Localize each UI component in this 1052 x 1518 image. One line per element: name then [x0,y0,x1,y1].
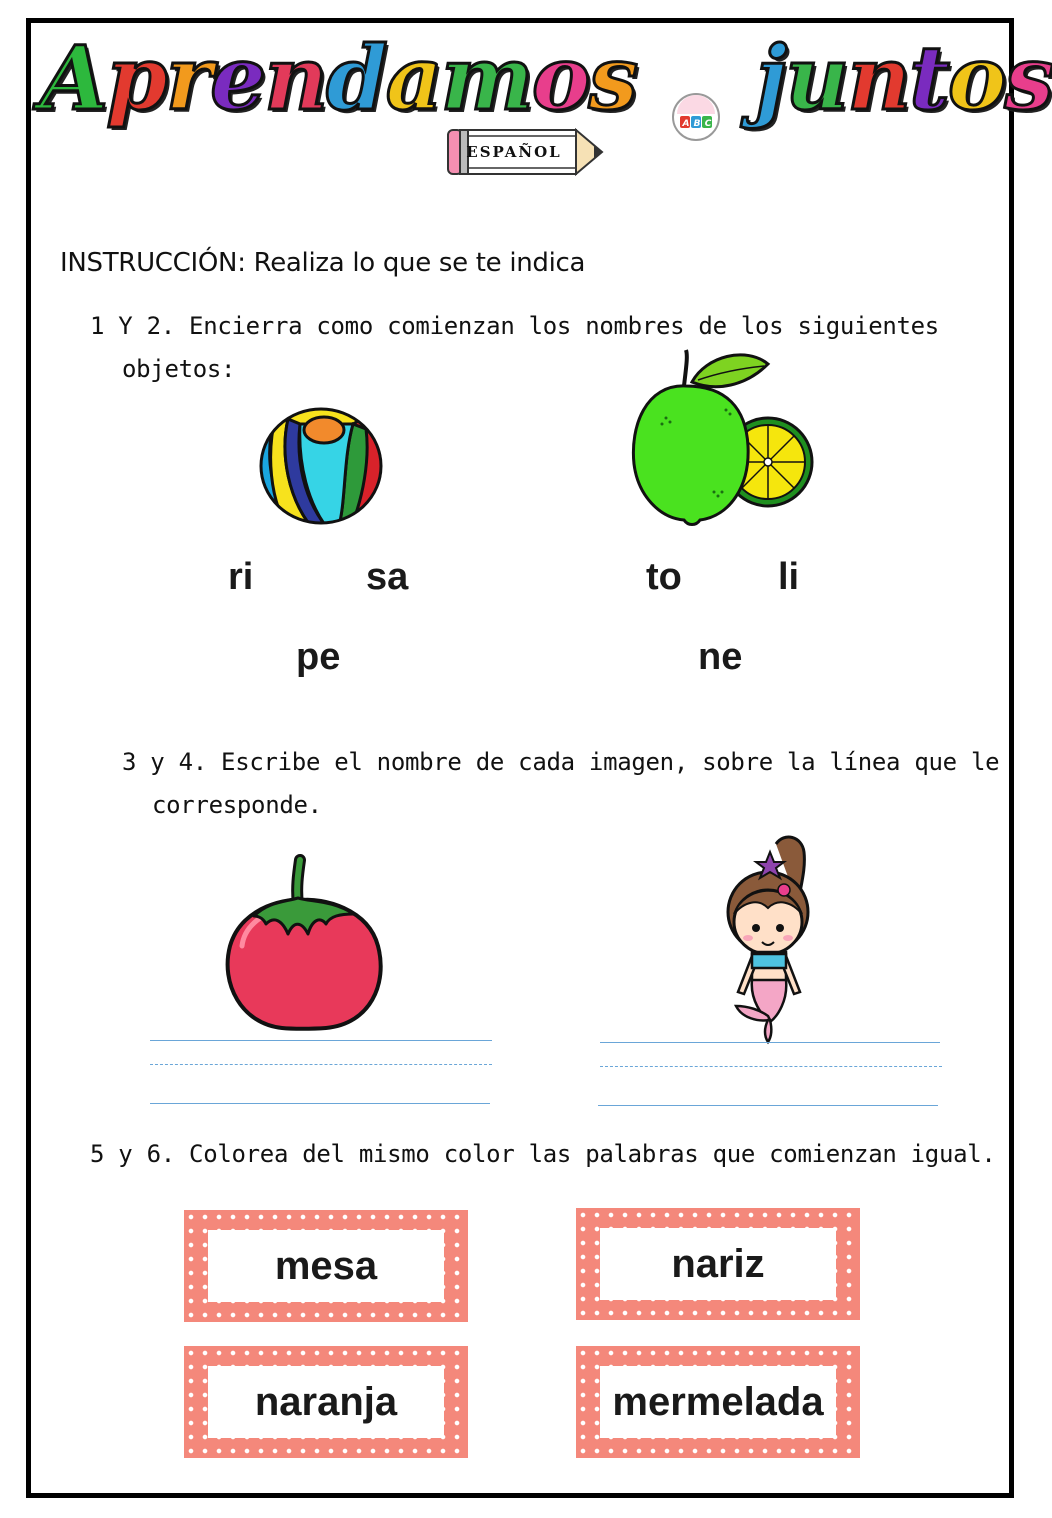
syllable-li[interactable]: li [778,556,800,598]
title-letter: r [165,26,211,130]
tomato-icon [222,854,388,1036]
title-word-2 [755,28,1052,128]
word-card-naranja[interactable] [184,1346,468,1458]
title-letter: A [40,26,107,130]
word-card-label: mesa [208,1230,444,1302]
title-letter: o [947,26,1005,130]
title-letter: o [531,26,589,130]
title-letter: s [588,26,637,130]
svg-text:C: C [704,119,710,129]
writing-line-2-mid [600,1066,942,1067]
page-title [40,26,1052,130]
question-3-text: 5 y 6. Colorea del mismo color las palabras que comienzan igual. [90,1140,996,1168]
lemon-icon [626,346,822,528]
title-letter: m [440,26,532,130]
syllable-sa[interactable]: sa [366,556,409,598]
title-letter: n [264,26,327,130]
abc-logo-icon [671,61,721,129]
instruction-text: INSTRUCCIÓN: Realiza lo que se te indica [60,248,586,278]
title-letter: n [847,26,910,130]
writing-line-2-bottom [598,1105,938,1106]
beach-ball-icon [258,404,386,526]
word-card-label: naranja [208,1366,444,1438]
syllable-pe[interactable]: pe [296,636,341,678]
svg-text:A: A [682,119,688,129]
title-letter: u [785,26,848,130]
syllable-ri[interactable]: ri [228,556,254,598]
word-card-mesa[interactable] [184,1210,468,1322]
title-letter: t [909,26,948,130]
syllable-ne[interactable]: ne [698,636,743,678]
word-card-mermelada[interactable] [576,1346,860,1458]
mermaid-icon [718,832,820,1044]
title-letter: p [106,26,166,130]
writing-line-1-mid [150,1064,492,1065]
title-letter: j [755,26,786,130]
title-word-1 [40,28,636,128]
title-letter: s [1004,26,1052,130]
word-card-label: mermelada [600,1366,836,1438]
syllable-to[interactable]: to [646,556,682,598]
word-card-label: nariz [600,1228,836,1300]
question-1-line-1: 1 Y 2. Encierra como comienzan los nombres de los siguientes [90,312,939,340]
title-letter: d [326,26,386,130]
writing-line-2-top [600,1042,940,1043]
writing-line-1-bottom [150,1103,490,1104]
writing-line-1-top [150,1040,492,1041]
question-2-line-2: corresponde. [152,791,322,819]
svg-text:B: B [693,119,699,129]
word-card-nariz[interactable] [576,1208,860,1320]
title-letter: a [385,26,441,130]
title-letter: e [210,26,265,130]
question-2-line-1: 3 y 4. Escribe el nombre de cada imagen, sobre la línea que le [122,748,1000,776]
question-1-line-2: objetos: [122,355,236,383]
subject-label: ESPAÑOL [466,143,562,161]
